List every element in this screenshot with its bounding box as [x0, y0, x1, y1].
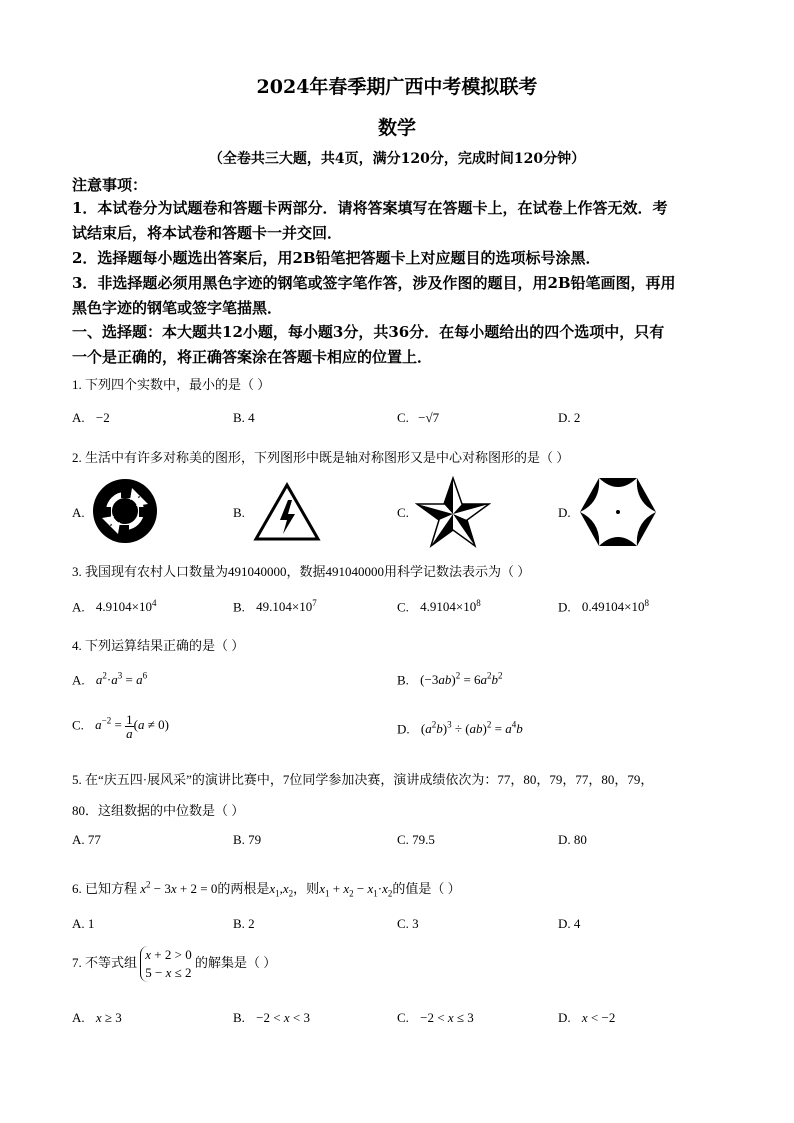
q7-option-d: [558, 1010, 615, 1026]
q3-option-d-value: 0.49104×10: [581, 599, 645, 615]
q2-option-d: D.: [558, 505, 571, 520]
q3-option-c: [397, 598, 481, 615]
q4-option-b-expr: $(-3ab)^2 = 6a^2b^2$: [420, 671, 503, 688]
section-1-line-2: 一个是正确的，将正确答案涂在答题卡相应的位置上．: [72, 348, 433, 366]
q4-option-c-expr: $a^{-2}$ = $\frac{1}{a}$ (a ≠ 0): [95, 712, 169, 741]
note-3-line-1: 3．非选择题必须用黑色字迹的钢笔或签字笔作答，涉及作图的题目，用2B铅笔画图，再用: [72, 274, 676, 292]
q3-option-b-label: B.: [233, 599, 245, 615]
q6-expression: $x_1 + x_2 - x_1\cdot x_2$: [319, 881, 393, 899]
q7-stem-pre: 7. 不等式组: [72, 954, 138, 970]
q6-stem-post: 的值是（ ）: [392, 881, 461, 896]
q7-option-b: [233, 1010, 310, 1026]
q6-option-b: B. 2: [233, 916, 255, 931]
q6-roots: $x_1,x_2$: [269, 881, 294, 899]
q4-option-b: [397, 671, 503, 688]
q1-option-a-value: −2: [95, 410, 110, 425]
q6-stem-pre: 6. 已知方程: [72, 881, 138, 896]
q3-option-d-label: D.: [558, 599, 571, 615]
q3-option-c-exponent: 8: [476, 598, 481, 608]
subject-title: 数学: [377, 117, 416, 139]
q6-stem-mid: 的两根是: [217, 881, 270, 896]
q1-option-c-value: −√7: [418, 410, 440, 425]
q4-option-b-label: B.: [397, 672, 409, 688]
q1-option-a: [72, 410, 110, 426]
q6-option-c: C. 3: [397, 916, 419, 931]
q4-option-d: [397, 720, 523, 737]
q4-option-a-expr: $a^2\cdot a^3 = a^6$: [95, 671, 148, 688]
q3-option-c-label: C.: [397, 599, 409, 615]
q6-stem: [72, 878, 461, 899]
hexagon-arcs-figure: [579, 476, 657, 548]
q3-option-a-label: A.: [72, 599, 85, 615]
note-3-line-2: 黑色字迹的钢笔或签字笔描黑．: [72, 299, 283, 317]
q7-option-a: [72, 1010, 122, 1026]
q3-option-b: [233, 598, 317, 615]
q4-option-a: [72, 671, 147, 688]
q7-option-d-expr: x < −2: [581, 1010, 616, 1025]
q7-stem-post: 的解集是（ ）: [194, 954, 277, 970]
q6-option-a: A. 1: [72, 916, 95, 931]
q7-inequality-system: x + 2 > 0 5 − x ≤ 2: [140, 946, 191, 982]
q7-option-c: [397, 1010, 474, 1026]
q7-option-b-label: B.: [233, 1010, 245, 1025]
q6-equation: $x^2 - 3x + 2 = 0$: [140, 879, 218, 896]
q1-stem: 1. 下列四个实数中，最小的是（ ）: [72, 377, 271, 392]
q7-option-c-expr: −2 < x ≤ 3: [420, 1010, 474, 1025]
q5-option-d: D. 80: [558, 832, 587, 847]
q5-option-b: B. 79: [233, 832, 262, 847]
q2-stem: 2. 生活中有许多对称美的图形，下列图形中既是轴对称图形又是中心对称图形的是（ ）: [72, 450, 570, 465]
q3-option-d: [558, 598, 649, 615]
q4-option-c-label: C.: [72, 717, 84, 733]
q4-option-d-label: D.: [397, 721, 410, 737]
q7-option-a-label: A.: [72, 1010, 85, 1025]
recycle-arrows-figure: [92, 478, 158, 544]
q4-option-d-expr: $(a^2b)^3 \div (ab)^2 = a^4b$: [420, 720, 523, 737]
q4-option-a-label: A.: [72, 672, 85, 688]
notes-heading: 注意事项：: [72, 176, 148, 194]
q2-option-b: B.: [233, 505, 245, 520]
q5-option-c: C. 79.5: [397, 832, 435, 847]
q3-option-b-value: 49.104×10: [256, 599, 313, 615]
q1-option-c-label: C.: [397, 410, 409, 425]
q3-option-c-value: 4.9104×10: [420, 599, 477, 615]
q4-option-c: [72, 713, 169, 740]
q5-stem-line-1: 5. 在“庆五四·展风采”的演讲比赛中，7位同学参加决赛，演讲成绩依次为：77，80，79，77，80，79，: [72, 772, 654, 787]
q3-stem: 3. 我国现有农村人口数量为491040000，数据491040000用科学记数法表示为（ ）: [72, 564, 531, 579]
q2-option-c: C.: [397, 505, 409, 520]
note-2: 2．选择题每小题选出答案后，用2B铅笔把答题卡上对应题目的选项标号涂黑．: [72, 249, 601, 267]
q3-option-a-exponent: 4: [151, 598, 157, 608]
q7-option-b-expr: −2 < x < 3: [256, 1010, 310, 1025]
q6-stem-mid2: ，则: [293, 881, 320, 896]
q5-stem-line-2: 80．这组数据的中位数是（ ）: [72, 803, 245, 818]
note-1-line-2: 试结束后，将本试卷和答题卡一并交回．: [72, 224, 343, 242]
section-1-line-1: 一、选择题：本大题共12小题，每小题3分，共36分．在每小题给出的四个选项中，只有: [72, 323, 665, 341]
q1-option-a-label: A.: [72, 410, 85, 425]
exam-title: 2024年春季期广西中考模拟联考: [256, 76, 538, 98]
five-pointed-star-figure: [415, 476, 491, 548]
q2-option-a: A.: [72, 505, 85, 520]
q3-option-d-exponent: 8: [644, 598, 649, 608]
exam-info: （全卷共三大题，共4页，满分120分，完成时间120分钟）: [208, 151, 586, 167]
high-voltage-warning-figure: [253, 482, 321, 542]
q1-option-b: B. 4: [233, 410, 255, 425]
q7-option-d-label: D.: [558, 1010, 571, 1025]
q7-stem: [72, 946, 276, 982]
q1-option-c: [397, 410, 439, 426]
q4-stem: 4. 下列运算结果正确的是（ ）: [72, 638, 245, 653]
q1-option-d: D. 2: [558, 410, 581, 425]
q5-option-a: A. 77: [72, 832, 101, 847]
q6-option-d: D. 4: [558, 916, 581, 931]
q3-option-b-exponent: 7: [312, 598, 317, 608]
q3-option-a-value: 4.9104×10: [95, 599, 152, 615]
q7-option-a-expr: x ≥ 3: [95, 1010, 122, 1025]
note-1-line-1: 1．本试卷分为试题卷和答题卡两部分．请将答案填写在答题卡上，在试卷上作答无效．考: [72, 199, 668, 217]
q3-option-a: [72, 598, 156, 615]
q7-option-c-label: C.: [397, 1010, 409, 1025]
